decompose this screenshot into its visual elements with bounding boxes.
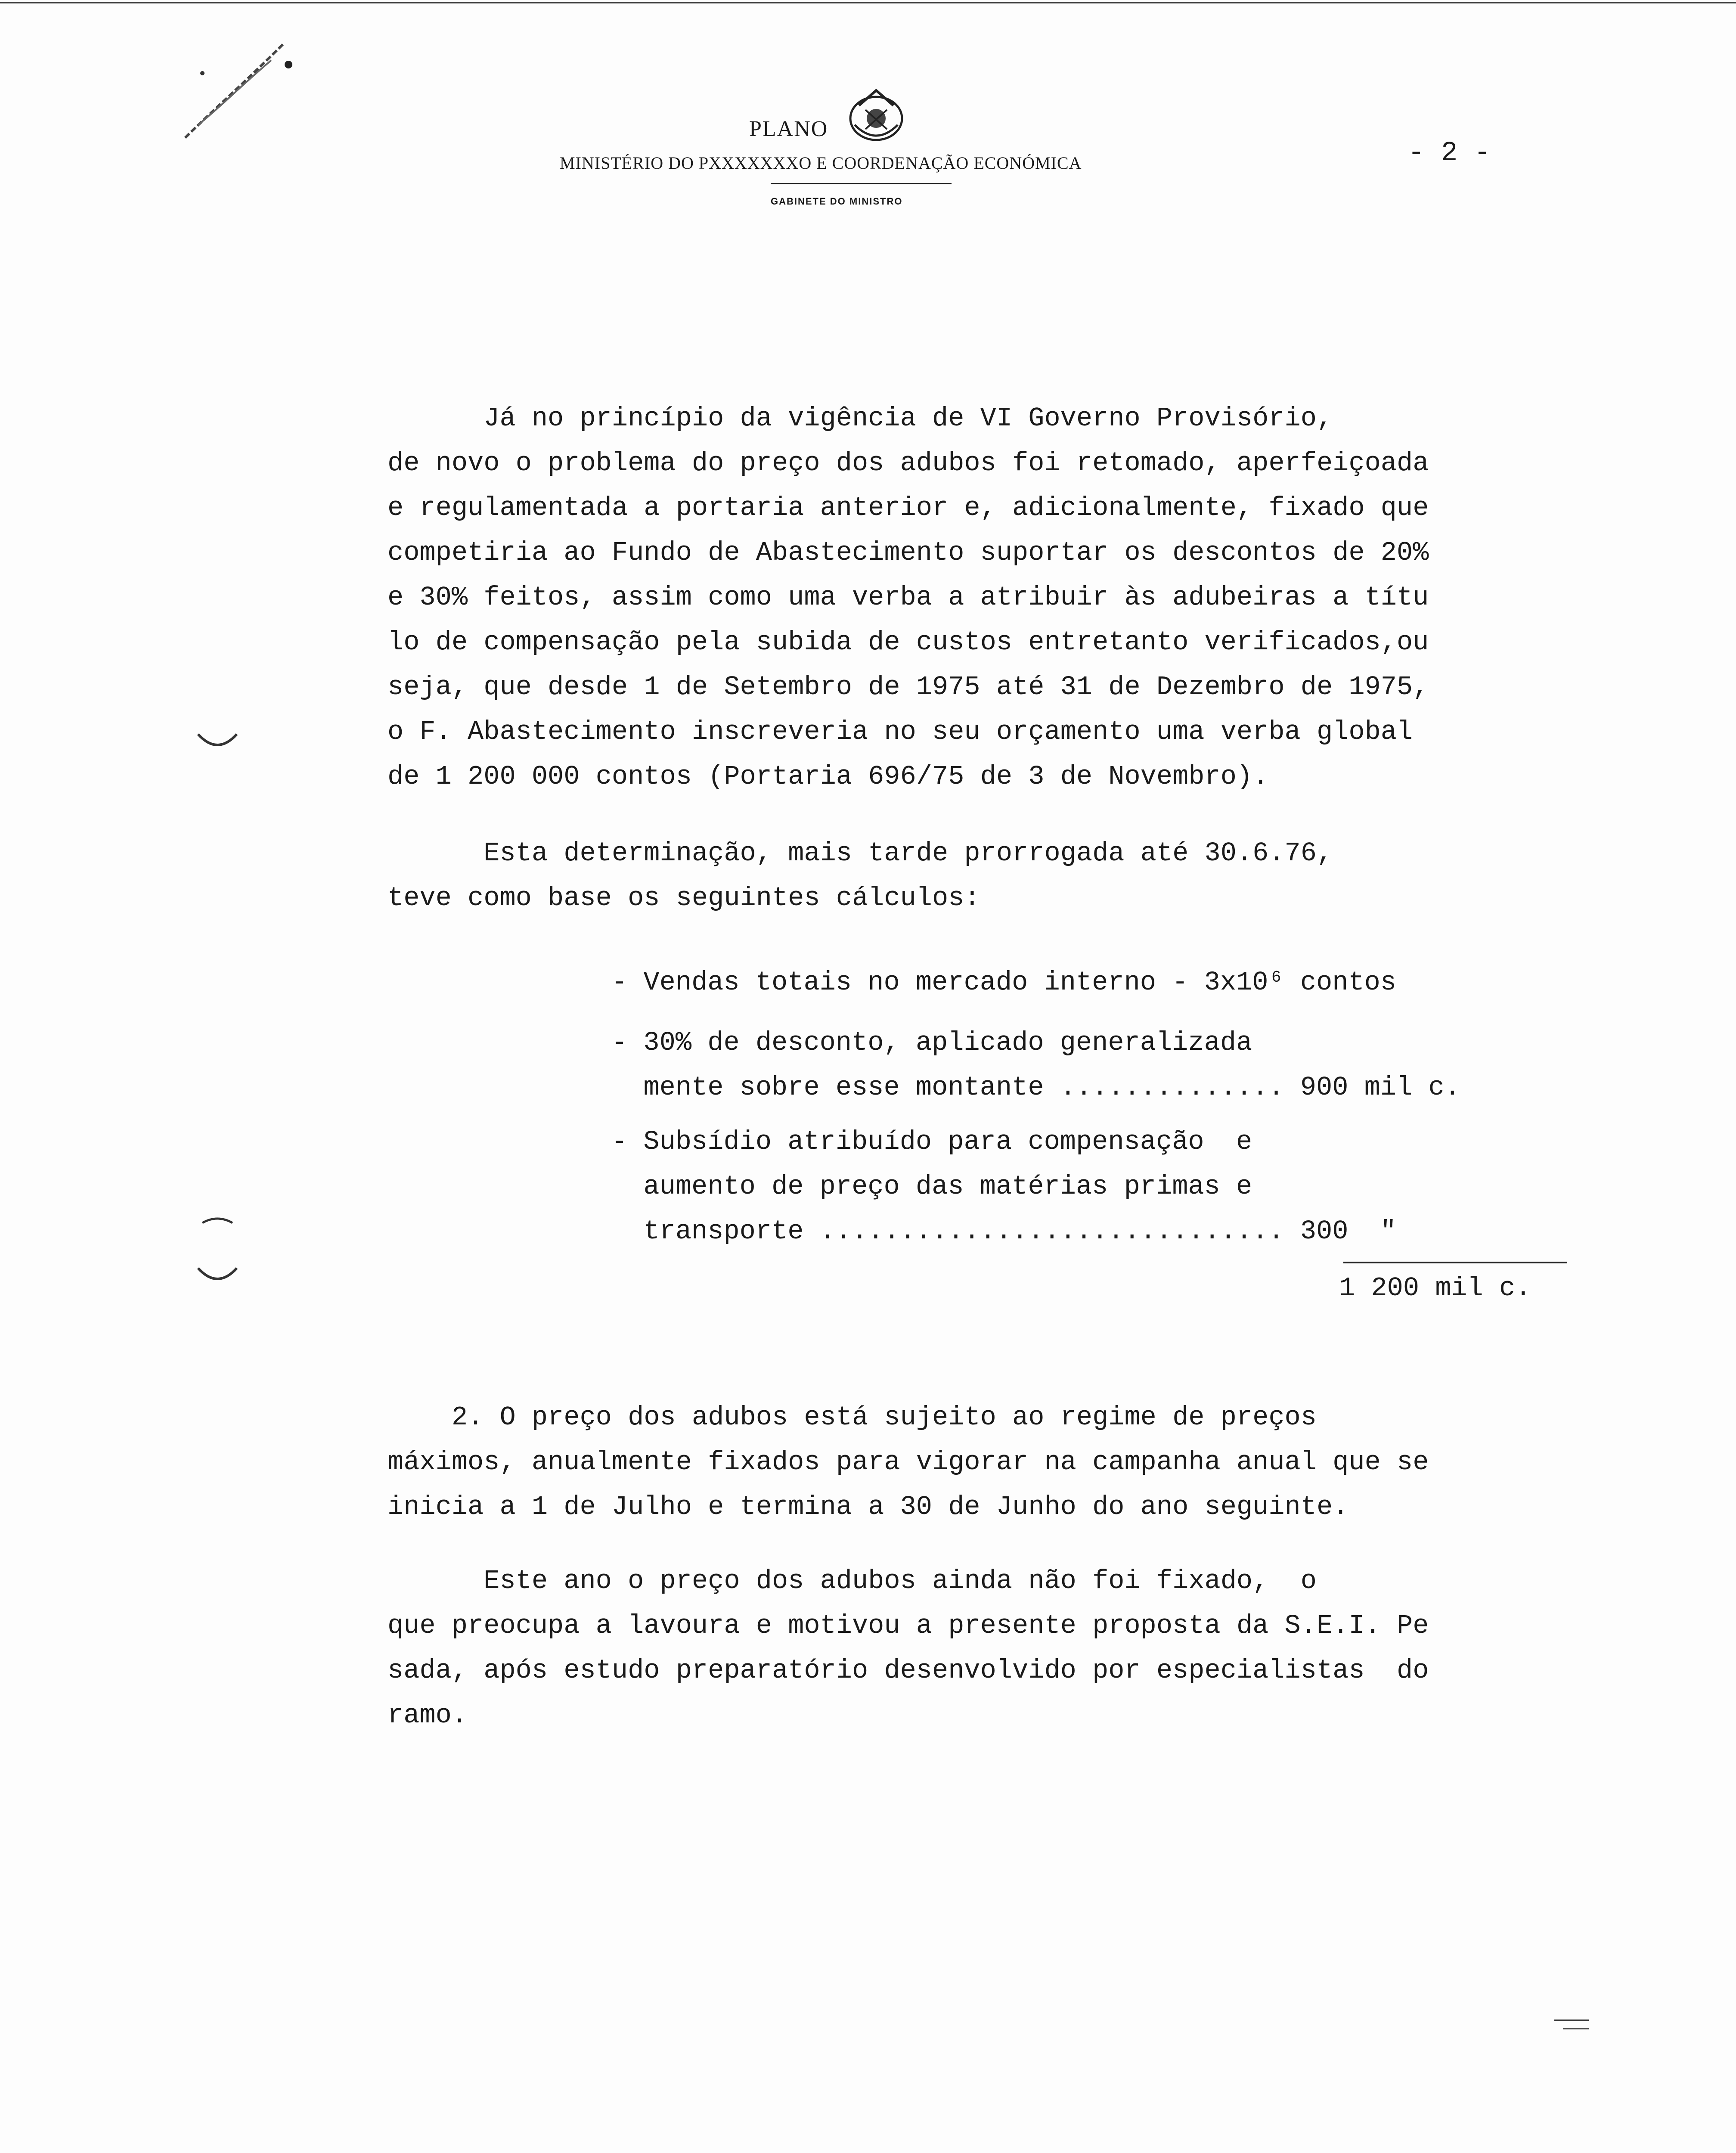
top-edge-line — [0, 2, 1736, 3]
coat-of-arms-icon — [840, 82, 913, 146]
header-divider — [771, 183, 952, 184]
pen-scribble-icon — [172, 26, 310, 164]
paragraph-2: Esta determinação, mais tarde prorrogada até 30.6.76, teve como base os seguintes cálculos: — [388, 838, 1333, 913]
total-divider — [1343, 1262, 1567, 1263]
paragraph-4: Este ano o preço dos adubos ainda não foi fixado, o que preocupa a lavoura e motivou a presente proposta da S.E.I. Pe sada, após estudo preparatório desenvolvido por especialistas do ramo. — [388, 1566, 1429, 1731]
list-item: - Subsídio atribuído para compensação e aumento de preço das matérias primas e transporte ............................. 300 " — [611, 1126, 1397, 1247]
margin-mark-icon — [194, 1262, 241, 1292]
margin-mark-icon — [194, 1214, 241, 1244]
paragraph-1: Já no princípio da vigência de VI Governo Provisório, de novo o problema do preço dos adubos foi retomado, aperfeiçoada e regulamentada a portaria anterior e, adicionalmente, fixado que competiria ao Fundo de Abastecimento suportar os descontos de 20% e 30% feitos, assim como uma verba a atribuir às adubeiras a títu lo de compensação pela subida de custos entretanto verificados,ou seja, que desde 1 de Setembro de 1975 até 31 de Dezembro de 1975, o F. Abastecimento inscreveria no seu orçamento uma verba global de 1 200 000 contos (Portaria 696/75 de 3 de Novembro). — [388, 403, 1429, 792]
cabinet-line: GABINETE DO MINISTRO — [771, 196, 903, 207]
total-value: 1 200 mil c. — [1339, 1273, 1531, 1303]
page-number: - 2 - — [1408, 138, 1491, 169]
margin-tick — [1554, 2020, 1589, 2021]
margin-tick — [1563, 2028, 1589, 2029]
ministry-line: MINISTÉRIO DO PXXXXXXXO E COORDENAÇÃO ECONÓMICA — [560, 153, 1082, 173]
paragraph-3: 2. O preço dos adubos está sujeito ao regime de preços máximos, anualmente fixados para vigorar na campanha anual que se inicia a 1 de Julho e termina a 30 de Junho do ano seguinte. — [388, 1402, 1429, 1522]
list-item: - 30% de desconto, aplicado generalizada mente sobre esse montante .............. 900 mil c. — [611, 1027, 1460, 1103]
margin-mark-icon — [194, 728, 241, 758]
plan-label: PLANO — [749, 117, 828, 141]
list-item: - Vendas totais no mercado interno - 3x10⁶ contos — [611, 967, 1397, 998]
